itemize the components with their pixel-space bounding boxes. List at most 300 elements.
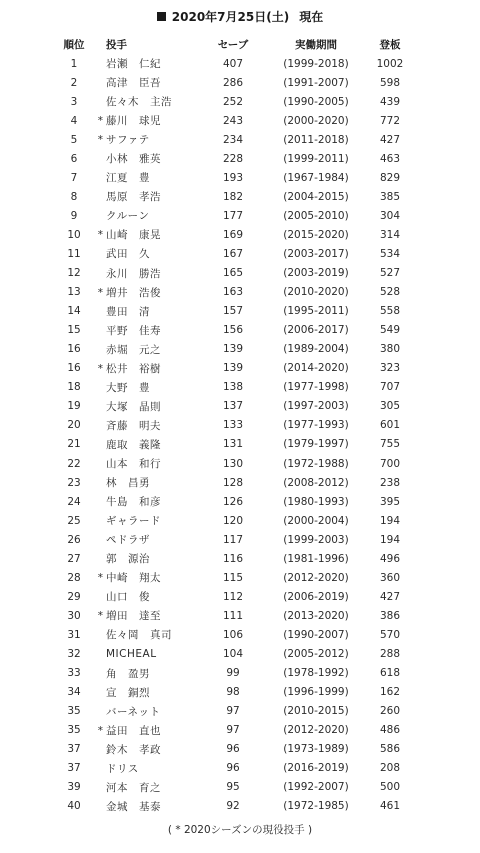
cell-name [92,797,202,816]
cell-appearances: 534 [379,247,401,260]
pitcher-name: 金城 基泰 [106,800,161,813]
cell-period: (1999-2011) [283,152,349,165]
table-row [56,244,412,263]
cell-saves: 133 [222,419,244,432]
cell-appearances: 238 [379,476,401,489]
cell-name [92,683,202,702]
cell-name [92,378,202,397]
cell-saves: 131 [222,438,244,451]
cell-saves: 139 [222,343,244,356]
cell-name [92,549,202,568]
cell-appearances: 194 [379,533,401,546]
cell-name [92,92,202,111]
header-name: 投手 [106,38,127,51]
table-row [56,187,412,206]
cell-saves: 128 [222,476,244,489]
pitcher-name: 岩瀬 仁紀 [106,58,161,71]
table-row [56,340,412,359]
table-row [56,664,412,683]
cell-saves: 98 [226,686,240,699]
cell-rank: 26 [67,533,81,546]
cell-name [92,54,202,73]
cell-saves: 115 [222,571,244,584]
table-header-row [56,34,412,54]
cell-appearances: 527 [379,267,401,280]
cell-rank: 32 [67,647,81,660]
cell-period: (2000-2004) [283,514,349,527]
cell-rank: 35 [67,705,81,718]
cell-period: (2005-2010) [283,209,349,222]
table-row [56,587,412,606]
cell-appearances: 305 [379,400,401,413]
cell-rank: 3 [70,95,78,108]
cell-rank: 16 [67,343,81,356]
cell-period: (1999-2018) [283,57,349,70]
pitcher-name: 林 昌勇 [106,477,150,490]
cell-appearances: 601 [379,419,401,432]
table-row [56,73,412,92]
cell-saves: 167 [222,247,244,260]
cell-appearances: 500 [379,781,401,794]
cell-rank: 20 [67,419,81,432]
cell-saves: 286 [222,76,244,89]
active-player-marker: * [97,115,103,128]
cell-rank: 19 [67,400,81,413]
pitcher-name: 山本 和行 [106,458,161,470]
cell-appearances: 570 [379,628,401,641]
table-row [56,606,412,625]
pitcher-name: 鹿取 義隆 [106,438,161,451]
cell-rank: 9 [70,209,78,222]
cell-appearances: 772 [379,114,401,127]
header-saves: セーブ [217,38,249,51]
pitcher-name: 山口 俊 [106,591,150,604]
cell-period: (1996-1999) [283,686,349,699]
cell-name [92,416,202,435]
cell-saves: 243 [222,114,244,127]
footnote: ( * 2020シーズンの現役投手 ) [167,824,313,836]
cell-period: (1978-1992) [283,667,349,680]
pitcher-name: 高津 臣吾 [106,77,161,90]
cell-appearances: 439 [379,95,401,108]
table-row [56,683,412,702]
cell-saves: 228 [222,152,244,165]
cell-rank: 16 [67,362,81,375]
pitcher-name: 豊田 清 [106,305,150,318]
cell-rank: 15 [67,324,81,337]
cell-appearances: 598 [379,76,401,89]
cell-rank: 28 [67,571,81,584]
cell-appearances: 829 [379,171,401,184]
cell-name [92,778,202,797]
cell-period: (1972-1988) [283,457,349,470]
cell-appearances: 427 [379,133,401,146]
cell-appearances: 427 [379,590,401,603]
cell-appearances: 700 [379,457,401,470]
pitcher-name: 鈴木 孝政 [106,743,161,756]
cell-period: (2010-2015) [283,705,349,718]
cell-appearances: 386 [379,609,401,622]
cell-name [92,587,202,606]
cell-appearances: 463 [379,152,401,165]
cell-period: (2016-2019) [283,762,349,775]
cell-period: (2005-2012) [283,647,349,660]
cell-rank: 30 [67,609,81,622]
cell-period: (1997-2003) [283,400,349,413]
cell-period: (1973-1989) [283,743,349,756]
cell-name [92,454,202,473]
cell-saves: 169 [222,228,244,241]
table-row [56,454,412,473]
cell-rank: 7 [70,171,78,184]
table-row [56,111,412,130]
table-row [56,130,412,149]
table-row [56,359,412,378]
cell-appearances: 304 [379,209,401,222]
pitcher-name: 松井 裕樹 [106,362,161,375]
cell-period: (2012-2020) [283,571,349,584]
cell-saves: 104 [222,647,244,660]
cell-period: (1990-2007) [283,628,349,641]
cell-appearances: 707 [379,381,401,394]
title-suffix: 現在 [299,10,324,24]
cell-period: (2015-2020) [283,228,349,241]
active-player-marker: * [97,610,103,623]
cell-rank: 23 [67,476,81,489]
cell-saves: 130 [222,457,244,470]
cell-period: (1977-1998) [283,381,349,394]
cell-saves: 138 [222,381,244,394]
cell-rank: 13 [67,286,81,299]
cell-period: (2014-2020) [283,362,349,375]
table-row [56,378,412,397]
cell-period: (2003-2019) [283,267,349,280]
cell-saves: 165 [222,267,244,280]
cell-rank: 37 [67,743,81,756]
pitcher-name: 大塚 晶則 [106,400,161,413]
table-row [56,225,412,244]
table-row [56,397,412,416]
cell-rank: 18 [67,381,81,394]
table-row [56,206,412,225]
active-player-marker: * [97,229,103,242]
table-row [56,511,412,530]
cell-name [92,397,202,416]
cell-name [92,740,202,759]
pitcher-name: 牛島 和彦 [106,496,161,509]
cell-rank: 14 [67,305,81,318]
cell-name [92,473,202,492]
cell-name [92,435,202,454]
cell-rank: 8 [70,190,78,203]
table-row [56,283,412,302]
cell-saves: 407 [222,57,244,70]
table-row [56,435,412,454]
cell-appearances: 314 [379,228,401,241]
pitcher-name: 宣 銅烈 [106,686,150,699]
cell-saves: 96 [226,762,240,775]
cell-appearances: 586 [379,743,401,756]
cell-appearances: 461 [379,800,401,813]
cell-rank: 10 [67,228,81,241]
cell-saves: 157 [222,305,244,318]
table-row [56,321,412,340]
cell-name [92,530,202,549]
cell-name [92,359,202,378]
cell-saves: 112 [222,590,244,603]
cell-period: (1967-1984) [283,171,349,184]
cell-period: (2008-2012) [283,476,349,489]
pitcher-name: 佐々木 主浩 [106,96,172,109]
cell-period: (2010-2020) [283,286,349,299]
title-date: 2020年7月25日(土) [171,10,290,24]
cell-period: (1999-2003) [283,533,349,546]
cell-rank: 40 [67,800,81,813]
table-row [56,549,412,568]
pitcher-name: 馬原 孝浩 [106,191,161,204]
active-player-marker: * [97,286,103,299]
cell-saves: 116 [222,552,244,565]
cell-rank: 21 [67,438,81,451]
pitcher-name: 斉藤 明夫 [106,419,161,432]
cell-appearances: 486 [379,724,401,737]
cell-appearances: 528 [379,286,401,299]
table-row [56,416,412,435]
cell-name [92,511,202,530]
cell-name [92,264,202,283]
cell-appearances: 360 [379,571,401,584]
cell-period: (1990-2005) [283,95,349,108]
cell-appearances: 260 [379,705,401,718]
cell-rank: 27 [67,552,81,565]
cell-saves: 117 [222,533,244,546]
table-row [56,149,412,168]
cell-appearances: 618 [379,667,401,680]
cell-rank: 2 [70,76,78,89]
active-player-marker: * [97,572,103,585]
cell-appearances: 558 [379,305,401,318]
cell-rank: 35 [67,724,81,737]
cell-rank: 34 [67,686,81,699]
cell-name [92,568,202,587]
cell-name [92,206,202,225]
table-row [56,759,412,778]
pitcher-name: MICHEAL [106,647,157,660]
cell-saves: 234 [222,133,244,146]
cell-appearances: 385 [379,190,401,203]
pitcher-name: ドリス [106,762,139,775]
table-row [56,473,412,492]
pitcher-name: 藤川 球児 [106,115,161,128]
cell-name [92,244,202,263]
cell-period: (1995-2011) [283,305,349,318]
cell-period: (2003-2017) [283,247,349,260]
cell-saves: 111 [222,609,244,622]
cell-saves: 120 [222,514,244,527]
cell-saves: 137 [222,400,244,413]
cell-rank: 39 [67,781,81,794]
table-row [56,492,412,511]
cell-name [92,721,202,740]
cell-name [92,606,202,625]
cell-period: (1972-1985) [283,800,349,813]
pitcher-name: 小林 雅英 [106,153,161,166]
pitcher-name: 大野 豊 [106,381,150,394]
table-row [56,721,412,740]
pitcher-name: 永川 勝浩 [106,267,161,280]
table-row [56,778,412,797]
cell-name [92,187,202,206]
cell-saves: 92 [226,800,240,813]
cell-saves: 182 [222,190,244,203]
pitcher-name: ペドラザ [106,534,150,547]
cell-period: (2004-2015) [283,190,349,203]
table-row [56,54,412,73]
cell-name [92,73,202,92]
cell-appearances: 288 [379,647,401,660]
cell-name [92,340,202,359]
pitcher-name: 武田 久 [106,248,150,261]
table-row [56,264,412,283]
cell-rank: 37 [67,762,81,775]
pitcher-name: 河本 育之 [106,781,161,794]
cell-period: (2006-2017) [283,324,349,337]
table-row [56,740,412,759]
page-title [0,8,480,25]
cell-name [92,625,202,644]
cell-period: (1980-1993) [283,495,349,508]
table-row [56,625,412,644]
table-row [56,530,412,549]
cell-name [92,759,202,778]
cell-appearances: 323 [379,362,401,375]
pitcher-name: 赤堀 元之 [106,343,161,356]
cell-appearances: 194 [379,514,401,527]
cell-rank: 29 [67,590,81,603]
cell-appearances: 549 [379,324,401,337]
cell-period: (2011-2018) [283,133,349,146]
pitcher-name: クルーン [106,210,150,223]
cell-name [92,283,202,302]
cell-saves: 95 [226,781,240,794]
cell-name [92,111,202,130]
table-row [56,644,412,663]
pitcher-name: 山崎 康晃 [106,229,161,242]
pitcher-name: バーネット [106,705,161,718]
cell-period: (2013-2020) [283,609,349,622]
cell-appearances: 380 [379,343,401,356]
cell-period: (2006-2019) [283,590,349,603]
cell-name [92,168,202,187]
saves-ranking-table [56,34,412,816]
cell-name [92,492,202,511]
cell-appearances: 496 [379,552,401,565]
cell-period: (2000-2020) [283,114,349,127]
cell-rank: 5 [70,133,78,146]
pitcher-name: 増田 達至 [106,610,161,623]
table-row [56,797,412,816]
table-row [56,302,412,321]
active-player-marker: * [97,134,103,147]
cell-saves: 97 [226,705,240,718]
cell-rank: 1 [70,57,78,70]
table-row [56,702,412,721]
cell-appearances: 395 [379,495,401,508]
cell-saves: 99 [226,667,240,680]
active-player-marker: * [97,362,103,375]
pitcher-name: 角 盈男 [106,667,150,680]
header-appearances: 登板 [379,38,401,51]
pitcher-name: 平野 佳寿 [106,324,161,337]
cell-name [92,702,202,721]
cell-period: (1979-1997) [283,438,349,451]
cell-rank: 25 [67,514,81,527]
pitcher-name: サファテ [106,134,150,147]
pitcher-name: 江夏 豊 [106,172,150,185]
cell-rank: 11 [67,247,81,260]
cell-saves: 156 [222,324,244,337]
cell-saves: 106 [222,628,244,641]
cell-rank: 31 [67,628,81,641]
cell-period: (1989-2004) [283,343,349,356]
cell-rank: 33 [67,667,81,680]
cell-period: (1977-1993) [283,419,349,432]
table-row [56,168,412,187]
cell-saves: 96 [226,743,240,756]
pitcher-name: 益田 直也 [106,724,161,737]
cell-name [92,130,202,149]
cell-saves: 193 [222,171,244,184]
table-row [56,92,412,111]
square-bullet-icon [157,12,166,21]
cell-appearances: 1002 [376,57,404,70]
cell-rank: 6 [70,152,78,165]
cell-rank: 24 [67,495,81,508]
cell-appearances: 162 [379,686,401,699]
cell-appearances: 755 [379,438,401,451]
pitcher-name: 増井 浩俊 [106,286,161,299]
cell-name [92,149,202,168]
pitcher-name: 中崎 翔太 [106,572,161,585]
active-player-marker: * [97,724,103,737]
cell-saves: 252 [222,95,244,108]
cell-saves: 97 [226,724,240,737]
cell-name [92,644,202,663]
cell-saves: 139 [222,362,244,375]
cell-saves: 126 [222,495,244,508]
cell-name [92,225,202,244]
cell-period: (2012-2020) [283,724,349,737]
cell-rank: 4 [70,114,78,127]
cell-rank: 22 [67,457,81,470]
pitcher-name: 郭 源治 [106,553,150,566]
cell-name [92,321,202,340]
header-rank: 順位 [63,38,85,51]
cell-period: (1991-2007) [283,76,349,89]
cell-period: (1992-2007) [283,781,349,794]
cell-rank: 12 [67,267,81,280]
header-period: 実働期間 [295,38,337,51]
table-row [56,568,412,587]
cell-saves: 163 [222,286,244,299]
cell-name [92,302,202,321]
pitcher-name: ギャラード [106,515,161,528]
cell-appearances: 208 [379,762,401,775]
cell-saves: 177 [222,209,244,222]
cell-name [92,664,202,683]
pitcher-name: 佐々岡 真司 [106,629,172,642]
cell-period: (1981-1996) [283,552,349,565]
